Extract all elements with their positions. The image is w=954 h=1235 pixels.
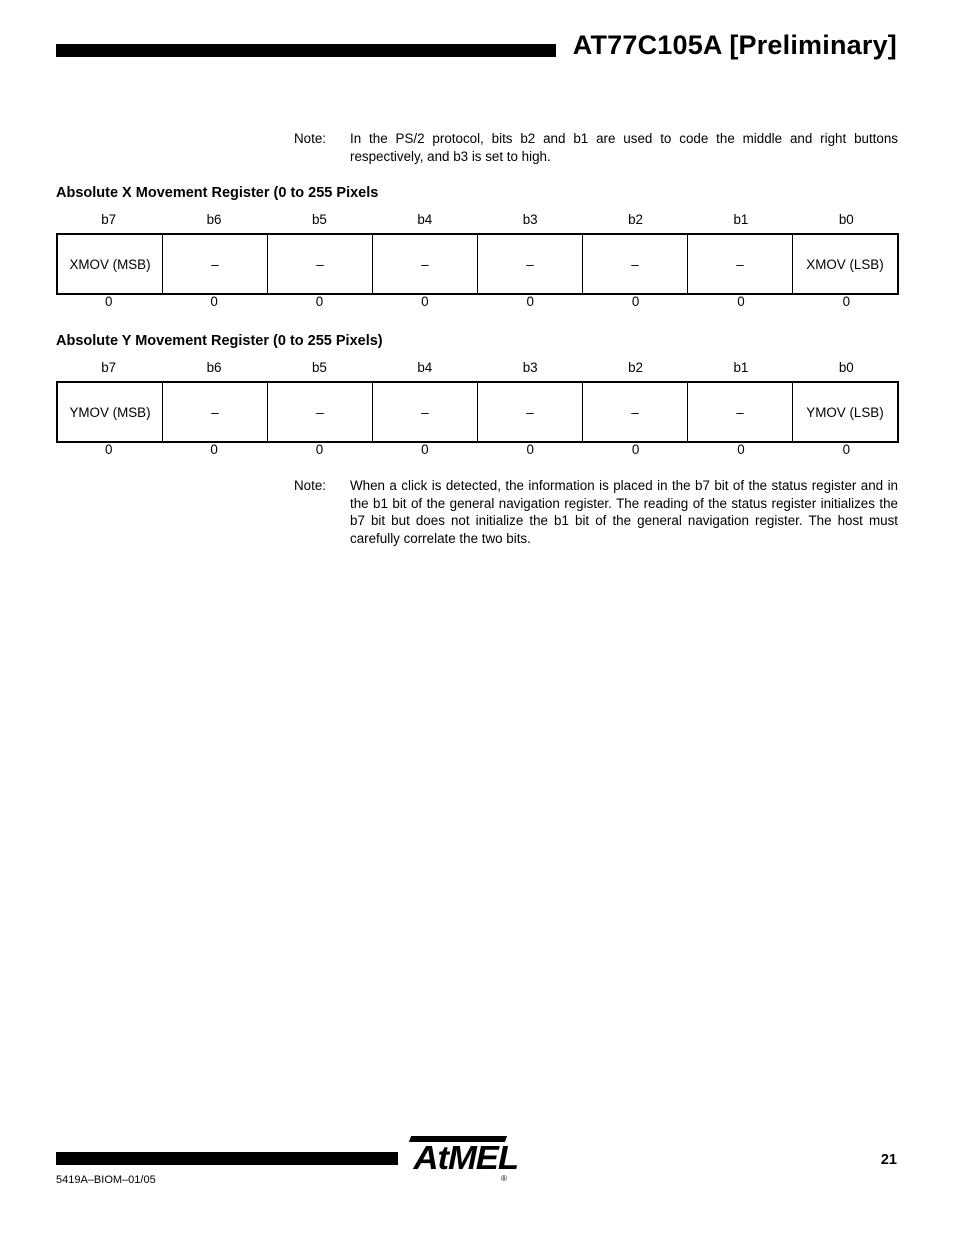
bit-label: b2 [628, 360, 644, 375]
register-cell: – [163, 235, 268, 293]
register-cell: YMOV (MSB) [58, 383, 163, 441]
bit-label: b6 [206, 212, 222, 227]
reset-value: 0 [842, 442, 851, 457]
reset-value: 0 [631, 442, 640, 457]
x-register-reset-values [56, 294, 899, 309]
y-register-bit-labels [56, 360, 899, 375]
register-cell: – [163, 383, 268, 441]
register-cell: – [688, 383, 793, 441]
register-cell: – [478, 383, 583, 441]
note-label: Note: [294, 131, 327, 146]
bit-label: b0 [838, 360, 854, 375]
register-cell: – [478, 235, 583, 293]
note-label: Note: [294, 478, 327, 493]
x-register-bit-labels [56, 212, 899, 227]
note-click-detection [294, 477, 898, 547]
reset-value: 0 [631, 294, 640, 309]
reset-value: 0 [421, 294, 429, 309]
bit-label: b1 [733, 360, 749, 375]
document-id: 5419A–BIOM–01/05 [56, 1174, 156, 1186]
register-cell: – [583, 383, 688, 441]
bit-label: b3 [522, 360, 538, 375]
bit-label: b6 [206, 360, 222, 375]
register-cell: XMOV (LSB) [806, 256, 884, 272]
bit-label: b2 [628, 212, 644, 227]
register-cell: – [373, 235, 478, 293]
reset-value: 0 [210, 442, 218, 457]
note-ps2 [294, 130, 898, 165]
header-rule [56, 44, 556, 57]
register-cell: – [583, 235, 688, 293]
registered-mark: ® [501, 1174, 507, 1183]
reset-value: 0 [210, 294, 218, 309]
y-register-table [56, 381, 899, 443]
register-cell: – [268, 235, 373, 293]
bit-label: b0 [838, 212, 854, 227]
register-cell: XMOV (MSB) [58, 235, 163, 293]
bit-label: b5 [311, 212, 327, 227]
reset-value: 0 [315, 294, 324, 309]
register-cell: – [373, 383, 478, 441]
reset-value: 0 [737, 294, 745, 309]
reset-value: 0 [526, 442, 534, 457]
note-text: In the PS/2 protocol, bits b2 and b1 are used to code the middle and right buttons respectively, and b3 is set to high. [350, 131, 898, 164]
reset-value: 0 [737, 442, 745, 457]
bit-label: b4 [417, 360, 433, 375]
x-register-table [56, 233, 899, 295]
reset-value: 0 [421, 442, 429, 457]
reset-value: 0 [104, 442, 113, 457]
reset-value: 0 [526, 294, 534, 309]
footer-rule [56, 1152, 398, 1165]
atmel-logo [410, 1136, 518, 1186]
reset-value: 0 [104, 294, 113, 309]
register-cell: – [688, 235, 793, 293]
reset-value: 0 [315, 442, 324, 457]
register-cell: – [268, 383, 373, 441]
logo-wordmark: AtMEL [413, 1139, 518, 1176]
bit-label: b3 [522, 212, 538, 227]
bit-label: b5 [311, 360, 327, 375]
bit-label: b1 [733, 212, 749, 227]
bit-label: b7 [101, 360, 117, 375]
document-title: AT77C105A [Preliminary] [572, 30, 897, 60]
bit-label: b7 [101, 212, 117, 227]
note-text: When a click is detected, the information is placed in the b7 bit of the status register and in the b1 bit of the general navigation register. The reading of the status register initializes the b7 bit but does not initialize the b1 bit of the general navigation register. The host must carefully correlate the two bits. [350, 478, 898, 546]
y-register-title: Absolute Y Movement Register (0 to 255 Pixels) [56, 333, 383, 349]
register-cell: YMOV (LSB) [806, 404, 884, 420]
page-number: 21 [880, 1152, 897, 1168]
bit-label: b4 [417, 212, 433, 227]
x-register-title: Absolute X Movement Register (0 to 255 Pixels [56, 185, 379, 201]
y-register-reset-values [56, 442, 899, 457]
reset-value: 0 [842, 294, 851, 309]
